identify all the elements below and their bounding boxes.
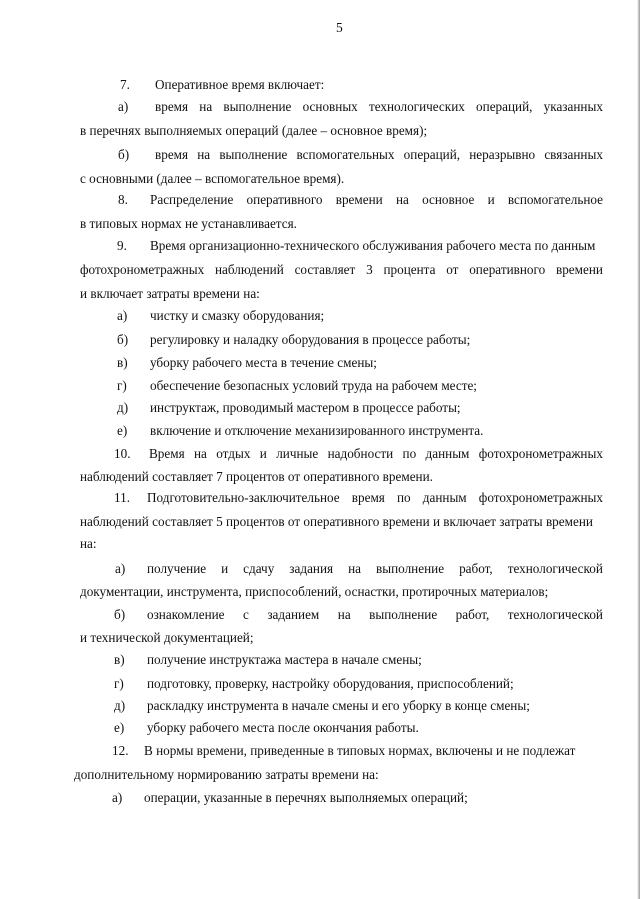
paragraph-11-item-label: е)	[114, 720, 125, 735]
paragraph-11b-label: б)	[114, 607, 126, 622]
word: операций,	[476, 99, 533, 114]
paragraph-9-item-label: д)	[117, 400, 129, 415]
word: неразрывно	[469, 147, 536, 162]
paragraph-9-number: 9.	[117, 238, 127, 253]
word: выполнение	[223, 99, 292, 114]
word: получение	[147, 561, 207, 576]
paragraph-11a-line-1	[147, 561, 603, 577]
paragraph-7-lead: Оперативное время включает:	[155, 77, 325, 92]
paragraph-11-item-label: г)	[114, 676, 124, 691]
word: на	[337, 607, 351, 622]
word: на	[199, 99, 213, 114]
word: процента	[383, 262, 436, 277]
word: вспомогательное	[507, 192, 603, 207]
paragraph-11-number: 11.	[114, 490, 130, 505]
word: фотохронометражных	[478, 490, 603, 505]
word: технологической	[507, 561, 603, 576]
paragraph-12-line-2: дополнительному нормированию затраты времени на:	[74, 767, 379, 782]
word: на	[197, 147, 211, 162]
paragraph-8-line-1	[150, 192, 603, 208]
word: 3	[366, 262, 373, 277]
word: составляет	[294, 262, 356, 277]
word: наблюдений	[214, 262, 284, 277]
word: выполнение	[376, 561, 445, 576]
paragraph-9-item-text: чистку и смазку оборудования;	[150, 308, 325, 323]
word: по	[402, 446, 417, 461]
paragraph-11-line-3: на:	[80, 536, 97, 551]
word: заданием	[267, 607, 320, 622]
paragraph-7a-line-1	[155, 99, 603, 115]
paragraph-12-line-1: В нормы времени, приведенные в типовых нормах, включены и не подлежат	[144, 743, 576, 758]
word: личные	[276, 446, 319, 461]
paragraph-7b-line-1	[155, 147, 603, 163]
paragraph-11-item-label: д)	[114, 698, 126, 713]
page-number: 5	[336, 20, 343, 35]
paragraph-9-line-1: Время организационно-технического обслуживания рабочего места по данным	[150, 238, 596, 253]
paragraph-11-item-text: подготовку, проверку, настройку оборудования, приспособлений;	[147, 676, 514, 691]
word: операций,	[403, 147, 461, 162]
word: выполнение	[219, 147, 288, 162]
word: и	[259, 446, 267, 461]
paragraph-9-item-label: е)	[117, 423, 128, 438]
paragraph-10-line-1	[149, 446, 603, 462]
paragraph-7a-label: а)	[118, 99, 129, 114]
paragraph-8-number: 8.	[118, 192, 128, 207]
word: надобности	[327, 446, 394, 461]
word: технологических	[368, 99, 465, 114]
paragraph-9-item-text: регулировку и наладку оборудования в процессе работы;	[150, 332, 471, 347]
word: по	[396, 490, 411, 505]
paragraph-9-item-label: г)	[117, 378, 127, 393]
word: и	[487, 192, 495, 207]
word: отдых	[216, 446, 251, 461]
paragraph-9-line-3: и включает затраты времени на:	[80, 286, 260, 301]
word: время	[351, 490, 385, 505]
word: оперативного	[469, 262, 546, 277]
paragraph-10-line-2: наблюдений составляет 7 процентов от оперативного времени.	[80, 469, 433, 484]
word: время	[155, 147, 189, 162]
paragraph-9-item-label: а)	[117, 308, 128, 323]
word: фотохронометражных	[80, 262, 205, 277]
word: на	[194, 446, 207, 461]
word: работ,	[459, 561, 493, 576]
paragraph-9-item-label: б)	[117, 332, 129, 347]
word: указанных	[543, 99, 603, 114]
paragraph-12-number: 12.	[112, 743, 129, 758]
word: время	[155, 99, 189, 114]
word: времени	[555, 262, 603, 277]
word: технологической	[507, 607, 603, 622]
paragraph-11-item-text: получение инструктажа мастера в начале смены;	[147, 652, 422, 667]
paragraph-11-line-1	[147, 490, 603, 506]
paragraph-9-item-text: уборку рабочего места в течение смены;	[150, 355, 377, 370]
paragraph-9-item-text: включение и отключение механизированного инструмента.	[150, 423, 484, 438]
word: Подготовительно-заключительное	[147, 490, 340, 505]
word: и	[221, 561, 229, 576]
word: Время	[149, 446, 185, 461]
paragraph-9-item-label: в)	[117, 355, 128, 370]
paragraph-11-item-label: в)	[114, 652, 125, 667]
word: данным	[422, 490, 467, 505]
paragraph-7-number: 7.	[120, 77, 130, 92]
paragraph-7a-line-2: в перечнях выполняемых операций (далее – основное время);	[80, 123, 428, 138]
paragraph-11-item-text: уборку рабочего места после окончания работы.	[147, 720, 419, 735]
word: задания	[289, 561, 334, 576]
word: на	[348, 561, 362, 576]
paragraph-11-item-text: раскладку инструмента в начале смены и его уборку в конце смены;	[147, 698, 530, 713]
word: от	[446, 262, 459, 277]
word: времени	[335, 192, 383, 207]
paragraph-7b-label: б)	[118, 147, 130, 162]
word: связанных	[544, 147, 603, 162]
word: Распределение	[150, 192, 234, 207]
word: фотохронометражных	[478, 446, 603, 461]
paragraph-10-number: 10.	[114, 446, 131, 461]
paragraph-8-line-2: в типовых нормах не устанавливается.	[80, 216, 297, 231]
word: на	[395, 192, 409, 207]
paragraph-12a-label: а)	[112, 790, 123, 805]
paragraph-9-item-text: инструктаж, проводимый мастером в процессе работы;	[150, 400, 461, 415]
word: сдачу	[243, 561, 275, 576]
word: работ,	[455, 607, 490, 622]
paragraph-11b-line-2: и технической документацией;	[80, 630, 254, 645]
word: данным	[425, 446, 470, 461]
paragraph-11a-line-2: документации, инструмента, приспособлений, оснастки, протирочных материалов;	[80, 584, 549, 599]
word: с	[243, 607, 249, 622]
word: ознакомление	[147, 607, 225, 622]
word: основное	[422, 192, 475, 207]
word: оперативного	[246, 192, 323, 207]
paragraph-9-item-text: обеспечение безопасных условий труда на рабочем месте;	[150, 378, 477, 393]
paragraph-11-line-2: наблюдений составляет 5 процентов от оперативного времени и включает затраты времени	[80, 514, 593, 529]
paragraph-11a-label: а)	[115, 561, 126, 576]
paragraph-9-line-2	[80, 262, 603, 278]
word: вспомогательных	[296, 147, 395, 162]
paragraph-11b-line-1	[147, 607, 603, 623]
word: основных	[302, 99, 358, 114]
word: выполнение	[369, 607, 438, 622]
paragraph-7b-line-2: с основными (далее – вспомогательное время).	[80, 171, 345, 186]
paragraph-12a-text: операции, указанные в перечнях выполняемых операций;	[144, 790, 468, 805]
